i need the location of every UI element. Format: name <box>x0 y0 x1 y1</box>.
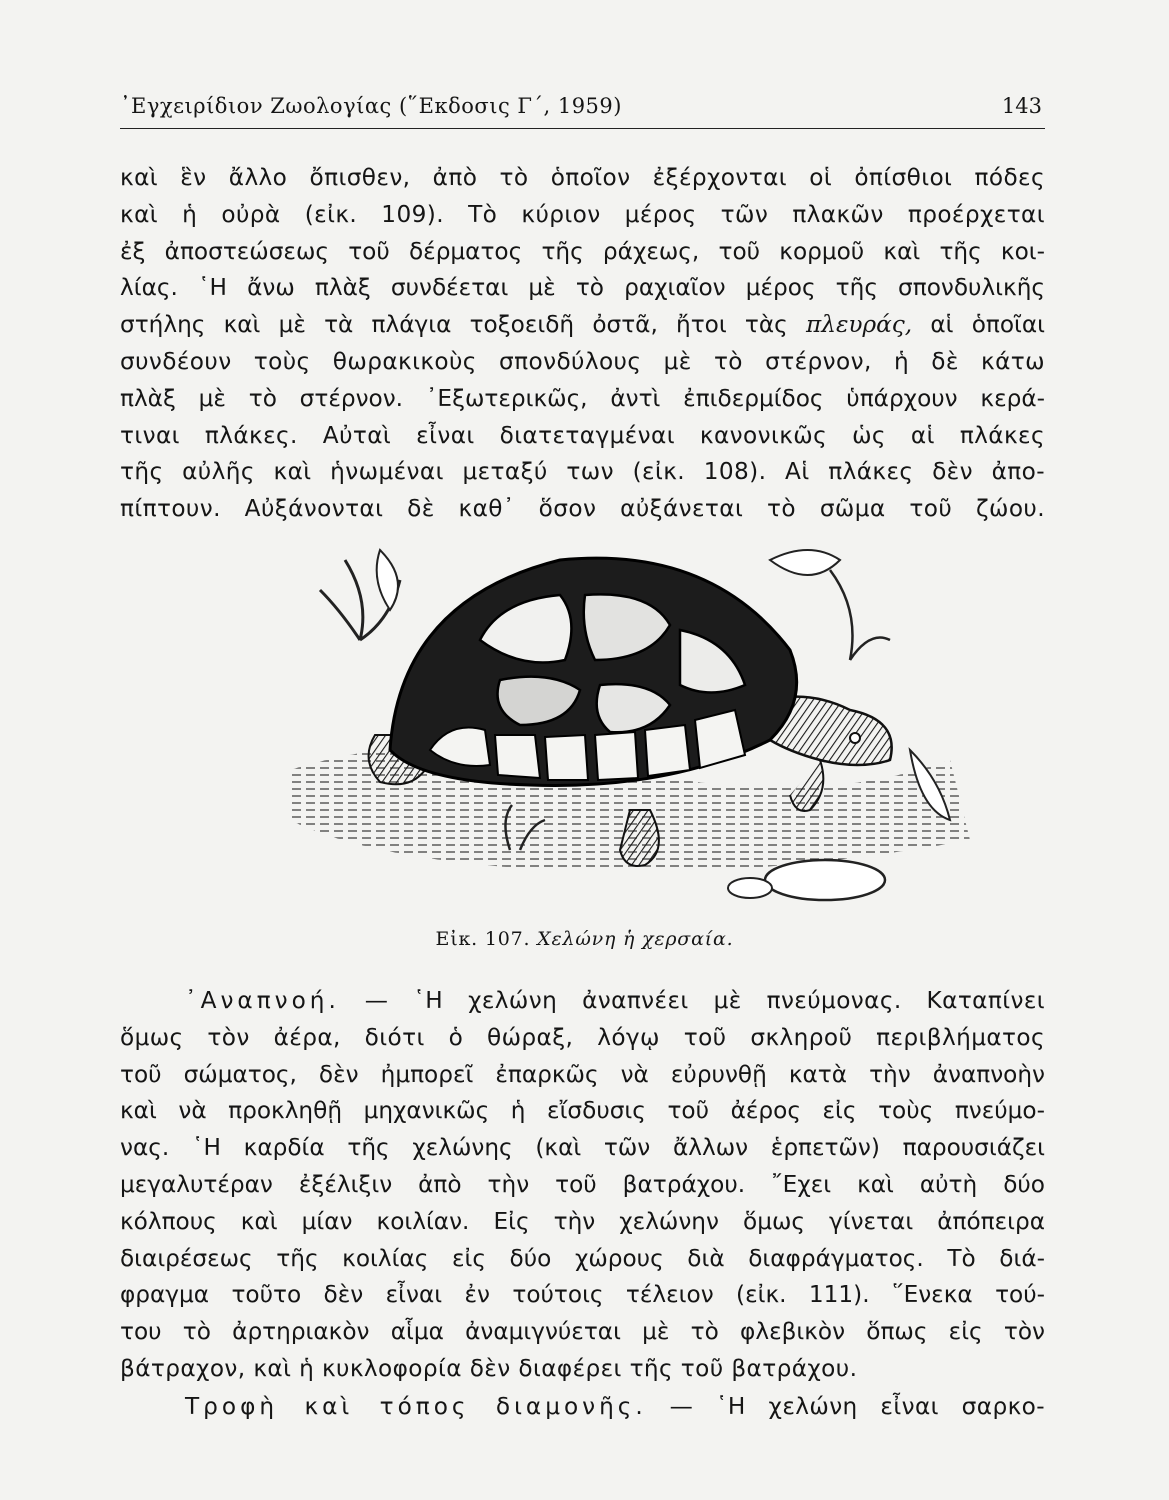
text-line: νας. ῾Η καρδία τῆς χελώνης (καὶ τῶν ἄλλων ἑρπετῶν) παρουσιάζει <box>120 1134 1045 1162</box>
text-line: καὶ ἓν ἄλλο ὄπισθεν, ἀπὸ τὸ ὁποῖον ἐξέρχονται οἱ ὀπίσθιοι πόδες <box>120 164 1045 191</box>
text-line <box>120 1389 1045 1426</box>
tortoise-illustration <box>250 520 990 905</box>
text-line: συνδέουν τοὺς θωρακικοὺς σπονδύλους μὲ τὸ στέρνον, ἡ δὲ κάτω <box>120 347 1045 375</box>
text-fragment: αἱ ὁποῖαι <box>930 311 1046 339</box>
text-fragment: — ῾Η χελώνη εἶναι σαρκο- <box>669 1393 1045 1420</box>
text-line: κόλπους καὶ μίαν κοιλίαν. Εἰς τὴν χελώνην ὅμως γίνεται ἀπόπειρα <box>120 1207 1045 1235</box>
text-line: φραγμα τοῦτο δὲν εἶναι ἐν τούτοις τέλειον (εἰκ. 111). ῞Ενεκα τού- <box>120 1281 1045 1309</box>
caption-text: Χελώνη ἡ χερσαία. <box>537 928 734 950</box>
text-line: τῆς αὐλῆς καὶ ἡνωμέναι μεταξύ των (εἰκ. 108). Αἱ πλάκες δὲν ἀπο- <box>120 458 1045 486</box>
text-line: λίας. ῾Η ἄνω πλὰξ συνδέεται μὲ τὸ ραχιαῖον μέρος τῆς σπονδυλικῆς <box>120 274 1045 302</box>
text-fragment: — ῾Η χελώνη ἀναπνέει μὲ πνεύμονας. Καταπίνει <box>364 987 1046 1014</box>
text-fragment: στήλης καὶ μὲ τὰ πλάγια τοξοειδῆ ὀστᾶ, ἤτοι τὰς <box>120 311 788 339</box>
text-line: ὅμως τὸν ἀέρα, διότι ὁ θώραξ, λόγῳ τοῦ σκληροῦ περιβλήματος <box>120 1023 1045 1051</box>
text-line: καὶ νὰ προκληθῇ μηχανικῶς ἡ εἴσδυσις τοῦ ἀέρος εἰς τοὺς πνεύμο- <box>120 1097 1045 1125</box>
text-line: του τὸ ἀρτηριακὸν αἷμα ἀναμιγνύεται μὲ τὸ φλεβικὸν ὅπως εἰς τὸν <box>120 1318 1045 1346</box>
text-line: τοῦ σώματος, δὲν ἠμπορεῖ ἐπαρκῶς νὰ εὐρυνθῇ κατὰ τὴν ἀναπνοὴν <box>120 1060 1045 1088</box>
paragraph-food <box>120 1389 1045 1426</box>
text-line: βάτραχον, καὶ ἡ κυκλοφορία δὲν διαφέρει τῆς τοῦ βατράχου. <box>120 1354 858 1382</box>
text-line <box>120 983 1045 1020</box>
text-line: τιναι πλάκες. Αὐταὶ εἶναι διατεταγμέναι κανονικῶς ὡς αἱ πλάκες <box>120 421 1045 449</box>
text-line: πίπτουν. Αὐξάνονται δὲ καθ᾿ ὅσον αὐξάνεται τὸ σῶμα τοῦ ζώου. <box>120 495 1045 523</box>
text-line: μεγαλυτέραν ἐξέλιξιν ἀπὸ τὴν τοῦ βατράχου. ῎Εχει καὶ αὐτὴ δύο <box>120 1170 1045 1198</box>
paragraph-shell <box>120 160 1045 528</box>
book-title: ᾿Εγχειρίδιον Ζωολογίας (῞Εκδοσις Γ΄, 1959) <box>120 94 622 118</box>
figure-caption <box>0 928 1169 950</box>
text-line <box>120 307 1045 344</box>
text-line: διαιρέσεως τῆς κοιλίας εἰς δύο χώρους διὰ διαφράγματος. Τὸ διά- <box>120 1244 1045 1272</box>
text-line: καὶ ἡ οὐρὰ (εἰκ. 109). Τὸ κύριον μέρος τῶν πλακῶν προέρχεται <box>120 200 1045 228</box>
caption-number: Εἰκ. 107. <box>435 928 531 950</box>
section-heading: ᾿Αναπνοή. <box>185 987 340 1014</box>
paragraph-breathing <box>120 983 1045 1388</box>
section-heading: Τροφὴ καὶ τόπος διαμονῆς. <box>185 1393 647 1420</box>
page-number: 143 <box>1001 94 1042 118</box>
running-header <box>120 88 1045 129</box>
text-line: ἐξ ἀποστεώσεως τοῦ δέρματος τῆς ράχεως, τοῦ κορμοῦ καὶ τῆς κοι- <box>120 237 1045 265</box>
text-line: πλὰξ μὲ τὸ στέρνον. ᾿Εξωτερικῶς, ἀντὶ ἐπιδερμίδος ὑπάρχουν κερά- <box>120 384 1045 412</box>
italic-term: πλευράς, <box>806 311 913 339</box>
